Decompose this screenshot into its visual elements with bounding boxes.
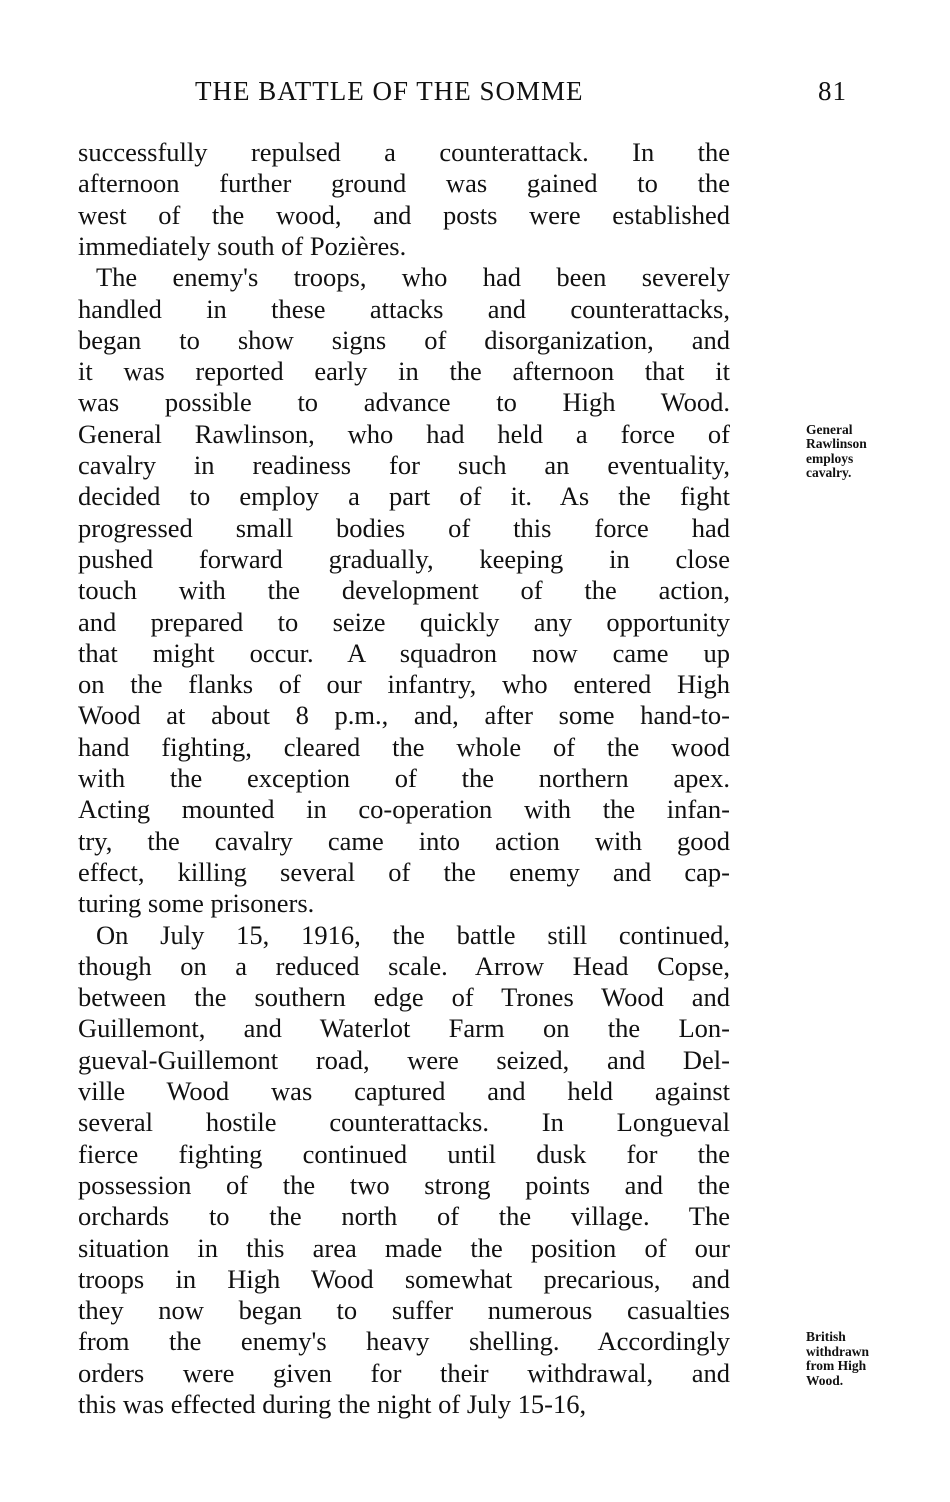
text-line: afternoon further ground was gained to the	[78, 168, 730, 199]
text-line: General Rawlinson, who had held a force of	[78, 418, 730, 449]
sidenote-line: Rawlinson	[806, 436, 867, 452]
text-line: successfully repulsed a counterattack. In the	[78, 137, 730, 167]
text-line: and prepared to seize quickly any opportunity	[78, 606, 730, 637]
text-line: decided to employ a part of it. As the fight	[78, 481, 730, 512]
text-line: began to show signs of disorganization, and	[78, 324, 730, 355]
text-line: orders were given for their withdrawal, and	[78, 1357, 730, 1388]
sidenote-line: cavalry.	[806, 465, 852, 481]
text-line: effect, killing several of the enemy and cap-	[78, 856, 730, 887]
text-line: touch with the development of the action,	[78, 575, 730, 606]
text-line: ville Wood was captured and held against	[78, 1076, 730, 1106]
text-line: they now began to suffer numerous casualties	[78, 1295, 730, 1326]
text-line: Guillemont, and Waterlot Farm on the Lon-	[78, 1013, 730, 1044]
text-line: handled in these attacks and counterattacks,	[78, 293, 730, 324]
running-title: THE BATTLE OF THE SOMME	[195, 76, 584, 106]
text-line: this was effected during the night of July 15-16,	[78, 1389, 587, 1419]
text-line: between the southern edge of Trones Wood and	[78, 982, 730, 1013]
text-line: Wood at about 8 p.m., and, after some hand-to-	[78, 700, 730, 731]
text-line: pushed forward gradually, keeping in close	[78, 543, 730, 574]
text-line: that might occur. A squadron now came up	[78, 637, 730, 668]
sidenote-line: British	[806, 1329, 846, 1345]
sidenote-line: General	[806, 421, 853, 437]
text-line: The enemy's troops, who had been severely	[96, 262, 730, 293]
text-line: turing some prisoners.	[78, 888, 315, 919]
text-line: gueval-Guillemont road, were seized, and Del-	[78, 1044, 730, 1075]
sidenote-line: withdrawn	[806, 1343, 870, 1359]
sidenote	[806, 423, 867, 481]
sidenote-line: Wood.	[806, 1372, 844, 1388]
text-line: situation in this area made the position of our	[78, 1232, 730, 1263]
text-line: progressed small bodies of this force had	[78, 512, 730, 543]
sidenote-line: from High	[806, 1358, 867, 1374]
sidenote	[806, 1330, 869, 1388]
sidenote-line: employs	[806, 450, 854, 466]
text-line: possession of the two strong points and the	[78, 1169, 730, 1200]
text-line: was possible to advance to High Wood.	[78, 387, 730, 418]
text-line: it was reported early in the afternoon that it	[78, 356, 730, 387]
text-line: hand fighting, cleared the whole of the wood	[78, 731, 730, 762]
text-line: cavalry in readiness for such an eventuality,	[78, 450, 730, 480]
text-line: with the exception of the northern apex.	[78, 763, 730, 793]
page-number: 81	[818, 76, 847, 106]
text-line: on the flanks of our infantry, who entered High	[78, 669, 730, 700]
text-line: west of the wood, and posts were established	[78, 199, 730, 230]
text-line: though on a reduced scale. Arrow Head Copse,	[78, 950, 730, 981]
text-line: troops in High Wood somewhat precarious, and	[78, 1263, 730, 1294]
text-line: Acting mounted in co-operation with the infan-	[78, 794, 730, 825]
text-line: On July 15, 1916, the battle still continued,	[96, 919, 730, 950]
text-line: immediately south of Pozières.	[78, 230, 407, 261]
text-line: fierce fighting continued until dusk for the	[78, 1138, 730, 1169]
text-line: several hostile counterattacks. In Longueval	[78, 1107, 730, 1138]
text-line: try, the cavalry came into action with good	[78, 825, 730, 856]
text-line: from the enemy's heavy shelling. Accordingly	[78, 1326, 730, 1357]
text-line: orchards to the north of the village. The	[78, 1201, 730, 1232]
